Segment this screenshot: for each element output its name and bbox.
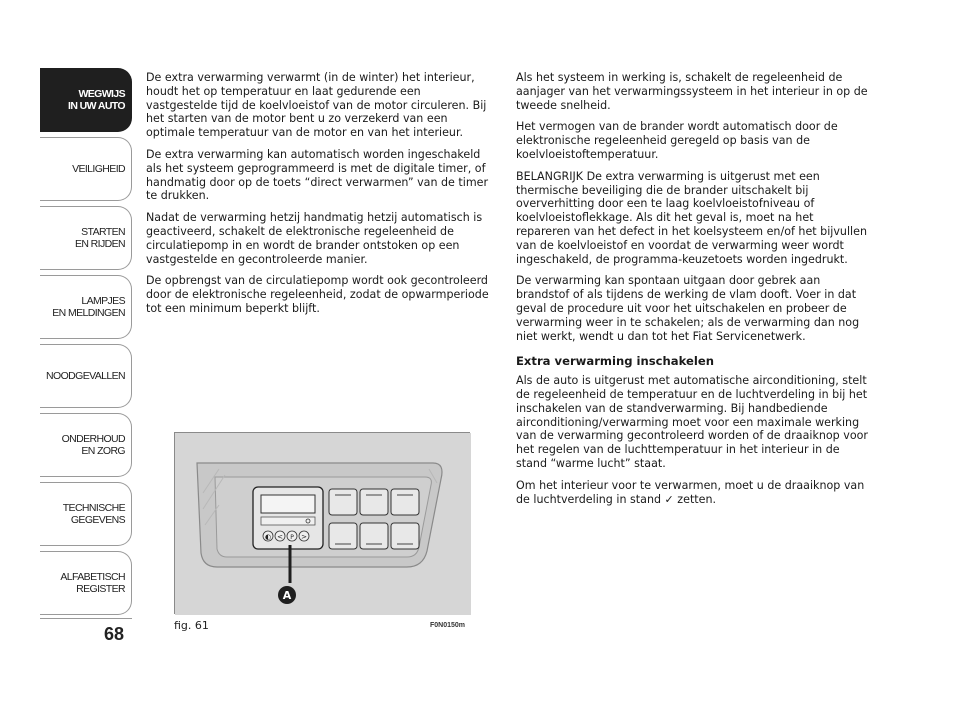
tab-label: STARTEN EN RIJDEN (74, 226, 125, 250)
paragraph: De extra verwarming kan automatisch worden ingeschakeld als het systeem geprogrammeerd is met de digitale timer, of handmatig door op de toets “direct verwarmen” van de timer te drukken. (146, 147, 489, 203)
tab-lampjes-en-meldingen[interactable] (40, 275, 132, 339)
timer-display (261, 495, 315, 513)
paragraph: Nadat de verwarming hetzij handmatig hetzij automatisch is geactiveerd, schakelt de elektronische regeleenheid de circulatiepomp in en wordt de brander ontstoken op een vastgestelde en gecontroleerde manier. (146, 211, 483, 266)
tab-veiligheid[interactable] (40, 137, 132, 201)
paragraph: De opbrengst van de circulatiepomp wordt ook gecontroleerd door de elektronische regeleenheid, zodat de opwarmperiode tot een minimum beperkt blijft. (146, 274, 489, 315)
figure-61 (174, 432, 470, 614)
tab-alfabetisch-register[interactable] (40, 551, 132, 615)
paragraph-text: Om het interieur voor te verwarmen, moet u de draaiknop van de luchtverdeling in stand (516, 478, 865, 506)
tab-noodgevallen[interactable] (40, 344, 132, 408)
page-number: 68 (104, 624, 125, 644)
paragraph (516, 479, 868, 507)
tab-label: VEILIGHEID (72, 163, 125, 175)
paragraph-text: zetten. (673, 492, 717, 506)
tab-onderhoud-en-zorg[interactable] (40, 413, 132, 477)
svg-text:>: > (301, 533, 307, 541)
paragraph: De extra verwarming verwarmt (in de winter) het interieur, houdt het op temperatuur en laat gedurende een vastgestelde tijd de koelvloeistof van de motor circuleren. Bij het starten van de motor bent u zo verzekerd van een optimale temperatuur van de motor en van het interieur. (146, 71, 487, 140)
control-panel-illustration (175, 433, 471, 615)
tab-label: ONDERHOUD EN ZORG (61, 433, 125, 457)
figure-caption: fig. 61 (174, 619, 209, 632)
tab-label: LAMPJES EN MELDINGEN (52, 295, 125, 319)
tab-starten-en-rijden[interactable] (40, 206, 132, 270)
tab-label: ALFABETISCH REGISTER (60, 571, 125, 595)
tab-wegwijs[interactable] (40, 68, 132, 132)
tab-label: TECHNISCHE GEGEVENS (62, 502, 125, 526)
paragraph: Als het systeem in werking is, schakelt de regeleenheid de aanjager van het verwarmingssysteem in het interieur in op de tweede snelheid. (516, 71, 868, 112)
chapter-sidebar (40, 68, 134, 620)
figure-code: F0N0150m (430, 622, 466, 629)
left-text-column (146, 71, 492, 324)
svg-text:◐: ◐ (264, 533, 272, 541)
paragraph: Als de auto is uitgerust met automatische airconditioning, stelt de regeleenheid de temperatuur en de luchtverdeling in bij het inschakelen van de standverwarming. Bij handbediende airconditioning/verwarming moet voor een maximale werking van de verwarming gecontroleerd worden of de draaiknop voor het regelen van de luchttemperatuur in het interieur in de stand “warme lucht” staat. (516, 374, 868, 470)
svg-text:P: P (290, 534, 294, 541)
paragraph: De verwarming kan spontaan uitgaan door gebrek aan brandstof of als tijdens de werking de vlam dooft. Voer in dat geval de procedure uit voor het uitschakelen en probeer de verwarming weer in te schakelen; als de verwarming dan nog niet werkt, wendt u dan tot het Fiat Servicenetwerk. (516, 274, 860, 343)
paragraph: BELANGRIJK De extra verwarming is uitgerust met een thermische beveiliging die de brander uitschakelt bij oververhitting door een te laag koelvloeistofniveau of koelvloeistoflekkage. Als dit het geval is, moet na het repareren van het defect in het koelsysteem en/of het bijvullen van de koelvloeistof en voordat de verwarming weer wordt ingeschakeld, de programma-keuzetoets worden ingedrukt. (516, 169, 867, 266)
tab-technische-gegevens[interactable] (40, 482, 132, 546)
section-heading: Extra verwarming inschakelen (516, 354, 714, 369)
svg-text:<: < (277, 533, 283, 541)
air-distribution-symbol-icon: ✓ (664, 492, 674, 506)
tab-label: NOODGEVALLEN (46, 370, 125, 382)
tab-label: WEGWIJS IN UW AUTO (68, 88, 125, 112)
right-text-column (516, 71, 868, 514)
sidebar-divider (40, 618, 132, 619)
callout-a-label: A (282, 589, 292, 602)
paragraph: Het vermogen van de brander wordt automatisch door de elektronische regeleenheid geregeld op basis van de koelvloeistoftemperatuur. (516, 120, 838, 161)
